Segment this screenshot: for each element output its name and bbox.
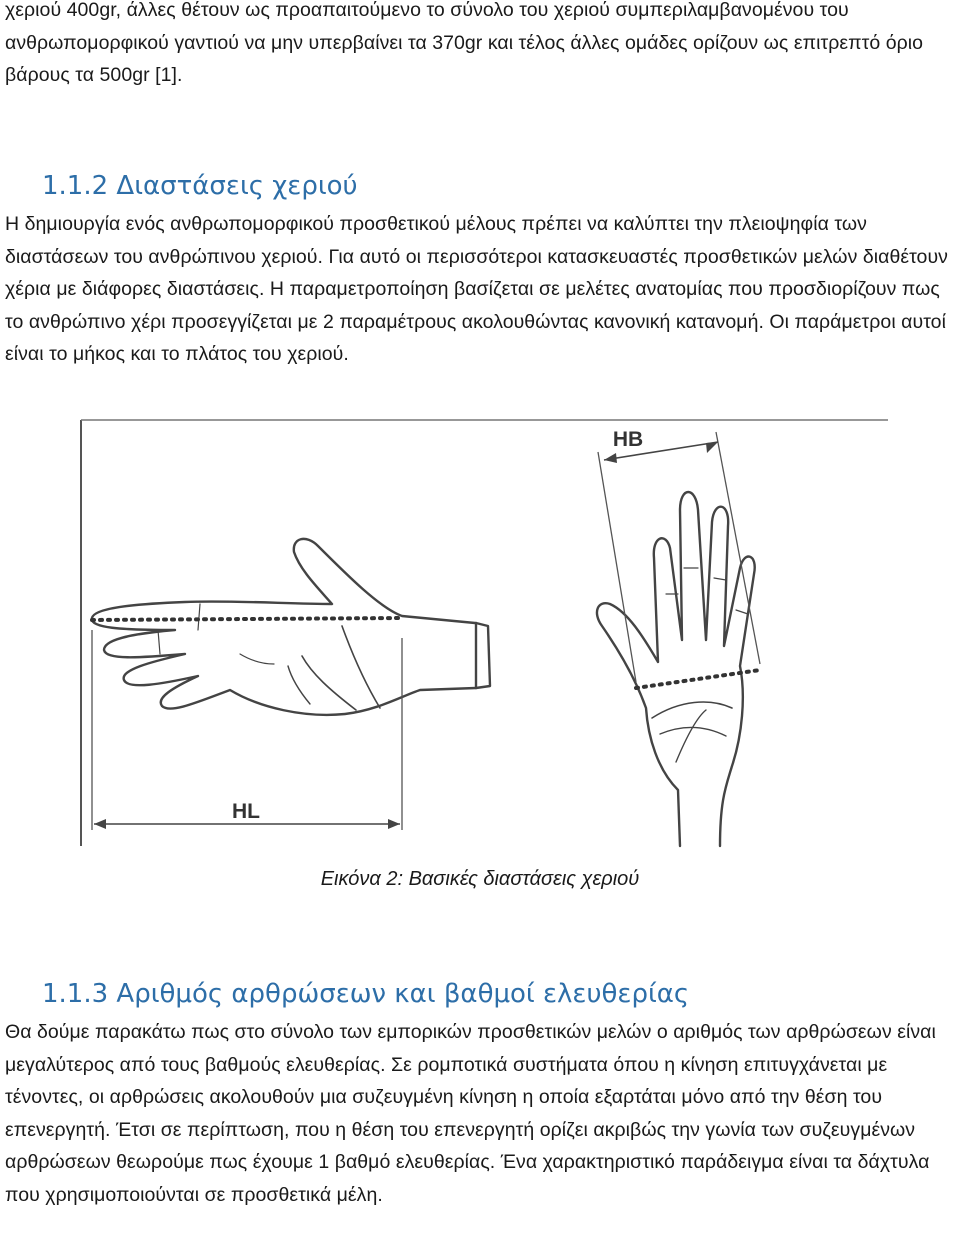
hb-arrow-left [604,453,617,463]
left-hand-drawing [92,539,490,715]
hand-dimensions-paragraph: Η δημιουργία ενός ανθρωπομορφικού προσθετικού μέλους πρέπει να καλύπτει την πλειοψηφία των διαστάσεων του ανθρώπινου χεριού. Για αυτό οι περισσότεροι κατασκευαστές προσθετικών μελών διαθέτουν χέρια με διάφορες διαστάσεις. Η παραμετροποίηση βασίζεται σε μελέτες ανατομίας που προσδιορίζουν πως το ανθρώπινο χέρι προσεγγίζεται με 2 παραμέτρους ακολουθώντας κανονική κατανομή. Οι παράμετροι αυτοί είναι το μήκος και το πλάτος του χεριού. [5,213,948,366]
hb-arrow-right [706,442,718,453]
right-hand-drawing [597,492,755,846]
hb-extension-right [716,432,760,664]
hand-length-dotted-line [92,618,402,620]
hand-dimensions-figure [80,418,890,848]
intro-paragraph: χεριού 400gr, άλλες θέτουν ως προαπαιτούμενο το σύνολο του χεριού συμπεριλαμβανομένου του ανθρωπομορφικού γαντιού να μην υπερβαίνει τα 370gr και τέλος άλλες ομάδες ορίζουν ως επιτρεπτό όριο βάρους τα 500gr [1]. [5,0,924,87]
figure-caption: Εικόνα 2: Βασικές διαστάσεις χεριού [320,868,640,890]
hand-length-label: HL [232,800,260,823]
section-heading-joints-dof: 1.1.3 Αριθμός αρθρώσεων και βαθμοί ελευθερίας [42,979,690,1009]
joints-dof-paragraph: Θα δούμε παρακάτω πως στο σύνολο των εμπορικών προσθετικών μελών ο αριθμός των αρθρώσεων είναι μεγαλύτερος από τους βαθμούς ελευθερίας. Σε ρομποτικά συστήματα όπου η κίνηση επιτυγχάνεται με τένοντες, οι αρθρώσεις ακολουθούν μια συζευγμένη κίνηση η οποία εξαρτάται μόνο από την θέση του επενεργητή. Έτσι σε περίπτωση, που η θέση του επενεργητή ορίζει ακριβώς την γωνία των συζευγμένων αρθρώσεων θεωρούμε πως έχουμε 1 βαθμό ελευθερίας. Ένα χαρακτηριστικό παράδειγμα είναι τα δάχτυλα που χρησιμοποιούνται σε προσθετικά μέλη. [5,1021,936,1206]
hand-breadth-label: HB [612,428,644,451]
hl-arrow-right [388,819,400,829]
hand-dimensions-illustration [80,418,890,848]
section-heading-hand-dimensions: 1.1.2 Διαστάσεις χεριού [42,171,358,201]
hl-arrow-left [94,819,106,829]
